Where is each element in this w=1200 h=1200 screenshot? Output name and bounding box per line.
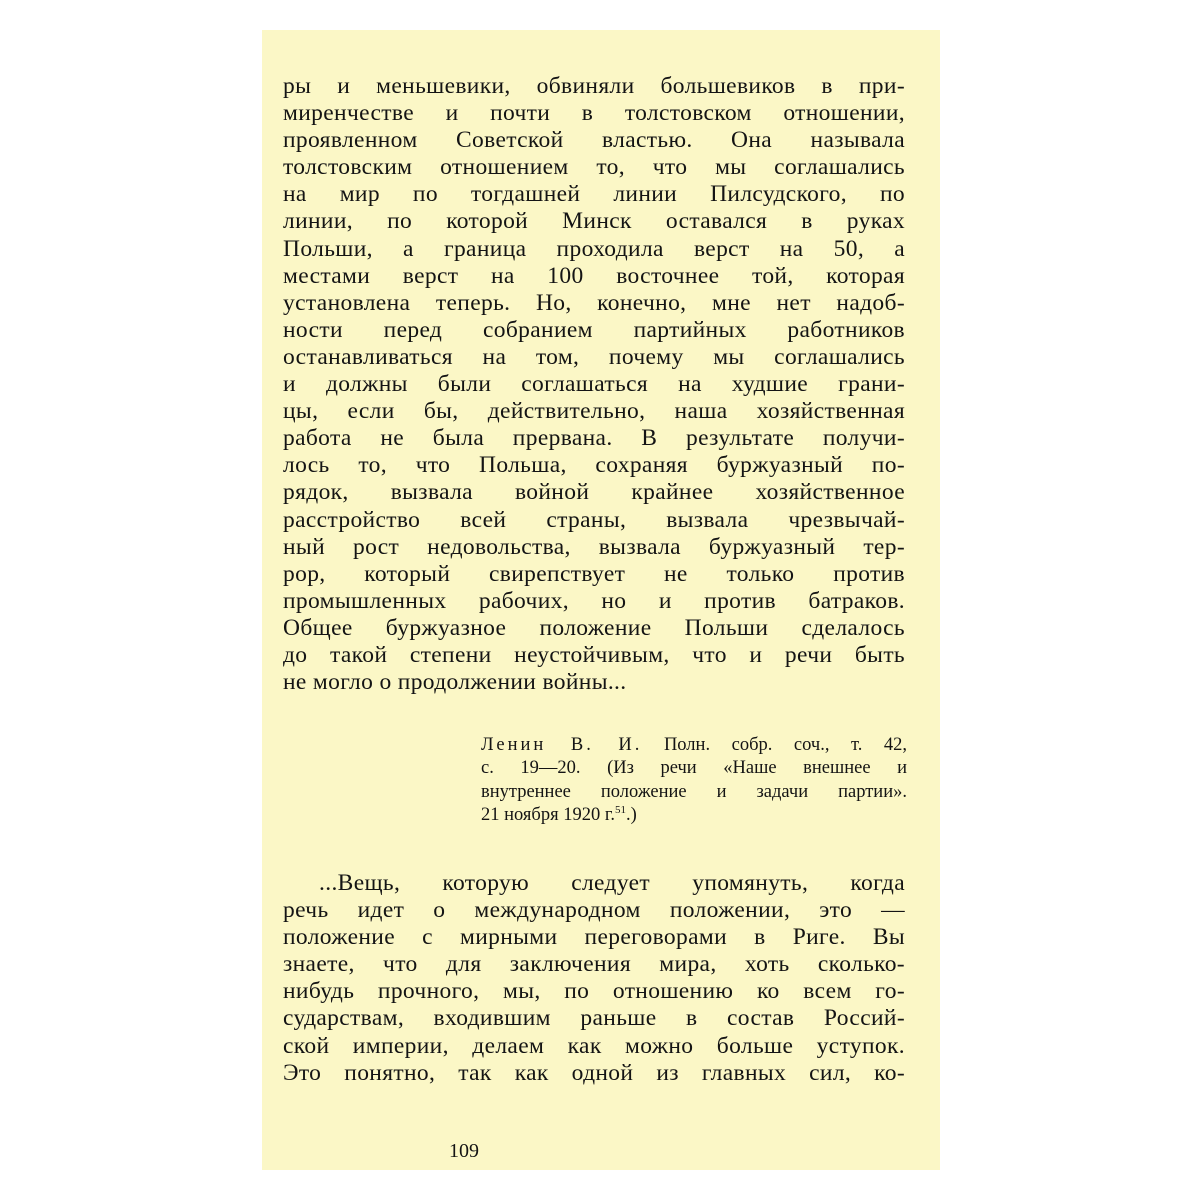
text-line: проявленном Советской властью. Она называла bbox=[283, 127, 905, 154]
text-line: миренчестве и почти в толстовском отношении, bbox=[283, 100, 905, 127]
text-line: местами верст на 100 восточнее той, которая bbox=[283, 262, 905, 289]
text-line: линии, по которой Минск оставался в руках bbox=[283, 208, 905, 235]
citation-line: с. 19—20. (Из речи «Наше внешнее и bbox=[481, 758, 907, 779]
text-line: рор, который свирепствует не только против bbox=[283, 560, 905, 587]
citation-line bbox=[481, 734, 907, 757]
text-line: останавливаться на том, почему мы соглашались bbox=[283, 343, 905, 370]
text-line: на мир по тогдашней линии Пилсудского, по bbox=[283, 181, 905, 208]
text-line: цы, если бы, действительно, наша хозяйственная bbox=[283, 398, 905, 425]
text-line: до такой степени неустойчивым, что и речи быть bbox=[283, 641, 905, 668]
text-line: Общее буржуазное положение Польши сделалось bbox=[283, 614, 905, 641]
paragraph-2 bbox=[283, 870, 905, 1087]
citation-line bbox=[481, 804, 907, 827]
text-line: рядок, вызвала войной крайнее хозяйственное bbox=[283, 479, 905, 506]
text-line: и должны были соглашаться на худшие грани- bbox=[283, 371, 905, 398]
citation-author: Ленин В. И. bbox=[481, 735, 643, 755]
citation-end: .) bbox=[625, 804, 637, 825]
text-line: лось то, что Польша, сохраняя буржуазный по- bbox=[283, 452, 905, 479]
paragraph-1 bbox=[283, 73, 905, 696]
citation-source: Полн. собр. соч., т. 42, bbox=[642, 735, 907, 755]
text-line: Это понятно, так как одной из главных сил, ко- bbox=[283, 1059, 905, 1086]
text-line: сударствам, входившим раньше в состав Россий- bbox=[283, 1005, 905, 1032]
text-line: Польши, а граница проходила верст на 50, а bbox=[283, 235, 905, 262]
text-line: работа не была прервана. В результате получи- bbox=[283, 425, 905, 452]
text-line: толстовским отношением то, что мы соглашались bbox=[283, 154, 905, 181]
text-line: ности перед собранием партийных работников bbox=[283, 316, 905, 343]
text-line: ской империи, делаем как можно больше уступок. bbox=[283, 1032, 905, 1059]
citation-line: внутреннее положение и задачи партии». bbox=[481, 781, 907, 802]
text-line: установлена теперь. Но, конечно, мне нет надоб- bbox=[283, 289, 905, 316]
text-line: ный рост недовольства, вызвала буржуазный тер- bbox=[283, 533, 905, 560]
text-line: знаете, что для заключения мира, хоть сколько- bbox=[283, 951, 905, 978]
text-line: нибудь прочного, мы, по отношению ко всем го- bbox=[283, 978, 905, 1005]
text-line: промышленных рабочих, но и против батраков. bbox=[283, 587, 905, 614]
footnote-marker: 51 bbox=[614, 803, 626, 816]
citation-date: 21 ноября 1920 г. bbox=[481, 804, 615, 825]
citation bbox=[481, 734, 907, 827]
page-number: 109 bbox=[449, 1140, 479, 1162]
text-line: расстройство всей страны, вызвала чрезвычай- bbox=[283, 506, 905, 533]
text-line: ...Вещь, которую следует упомянуть, когда bbox=[319, 870, 905, 896]
text-line: положение с мирными переговорами в Риге. Вы bbox=[283, 924, 905, 951]
text-line: не могло о продолжении войны... bbox=[283, 669, 627, 696]
text-line: ры и меньшевики, обвиняли большевиков в при- bbox=[283, 73, 905, 99]
text-line: речь идет о международном положении, это — bbox=[283, 897, 905, 924]
